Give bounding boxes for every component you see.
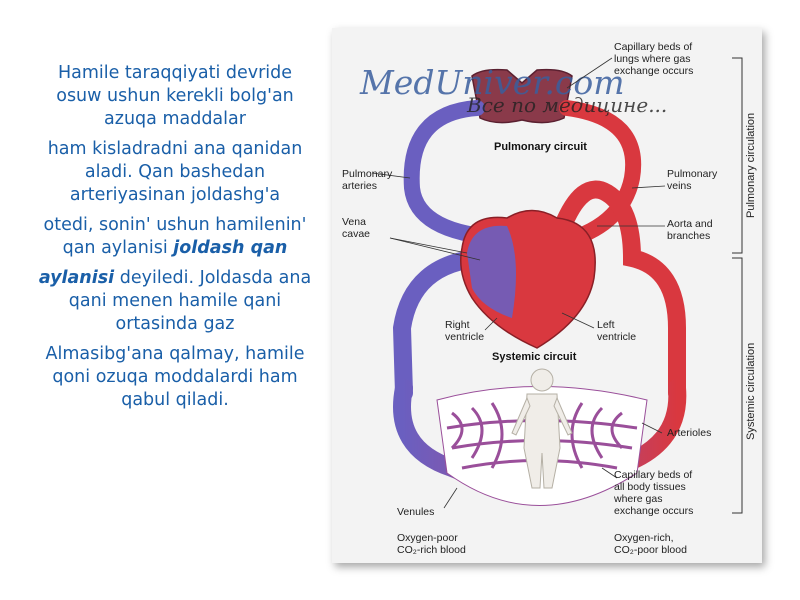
watermark-sub: Все по медицине... — [467, 93, 668, 117]
text-line: ham kisladradni ana qanidan — [47, 139, 303, 159]
label-right-ventricle: Right ventricle — [445, 319, 485, 343]
text-line: qoni ozuqa moddalardi ham — [52, 367, 298, 387]
label-vena-cavae: Vena cavae — [342, 216, 371, 240]
label-pulmonary-circulation: Pulmonary circulation — [745, 112, 757, 218]
text-line: qabul qiladi. — [121, 390, 229, 410]
label-systemic-circuit: Systemic circuit — [492, 351, 577, 363]
text-plain: deyiledi. Joldasda ana — [119, 268, 312, 288]
text-line: osuw ushun kerekli bolg'an — [56, 86, 294, 106]
text-line — [30, 267, 320, 290]
description-paragraph — [30, 62, 320, 412]
label-left-ventricle: Left ventricle — [597, 319, 637, 343]
label-capillary-body: Capillary beds of all body tissues where gas exchange occurs — [614, 469, 694, 517]
label-arterioles: Arterioles — [667, 427, 712, 439]
text-line: otedi, sonin' ushun hamilenin' — [43, 215, 307, 235]
systemic-bracket — [732, 258, 742, 513]
label-oxygen-rich: Oxygen-rich, CO₂-poor blood — [614, 532, 687, 556]
text-line: aladi. Qan bashedan — [84, 162, 266, 182]
text-line: Hamile taraqqiyati devride — [57, 63, 293, 83]
text-line: azuqa maddalar — [104, 109, 246, 129]
label-oxygen-poor: Oxygen-poor CO₂-rich blood — [397, 532, 466, 556]
text-line: arteriyasinan joldashg'a — [69, 185, 281, 205]
label-aorta-branches: Aorta and branches — [667, 218, 713, 242]
text-line: Almasibg'ana qalmay, hamile — [45, 344, 305, 364]
label-venules: Venules — [397, 506, 435, 518]
text-plain: qan aylanisi — [62, 238, 168, 258]
circulation-diagram — [332, 28, 762, 563]
text-line: ortasinda gaz — [115, 314, 235, 334]
pulmonary-bracket — [732, 58, 742, 253]
label-pulmonary-circuit: Pulmonary circuit — [494, 141, 587, 153]
heart-right-side — [467, 226, 516, 318]
highlight-term: aylanisi — [38, 268, 115, 288]
label-capillary-lungs: Capillary beds of lungs where gas exchange occurs — [614, 41, 694, 77]
highlight-term: joldash qan — [173, 238, 288, 258]
text-line: qani menen hamile qani — [68, 291, 282, 311]
label-systemic-circulation: Systemic circulation — [745, 342, 757, 440]
text-line — [30, 237, 320, 260]
watermark-main: MedUniver.com — [360, 63, 625, 102]
circulation-svg — [332, 28, 762, 563]
label-pulmonary-arteries: Pulmonary arteries — [342, 168, 393, 192]
label-pulmonary-veins: Pulmonary veins — [667, 168, 718, 192]
